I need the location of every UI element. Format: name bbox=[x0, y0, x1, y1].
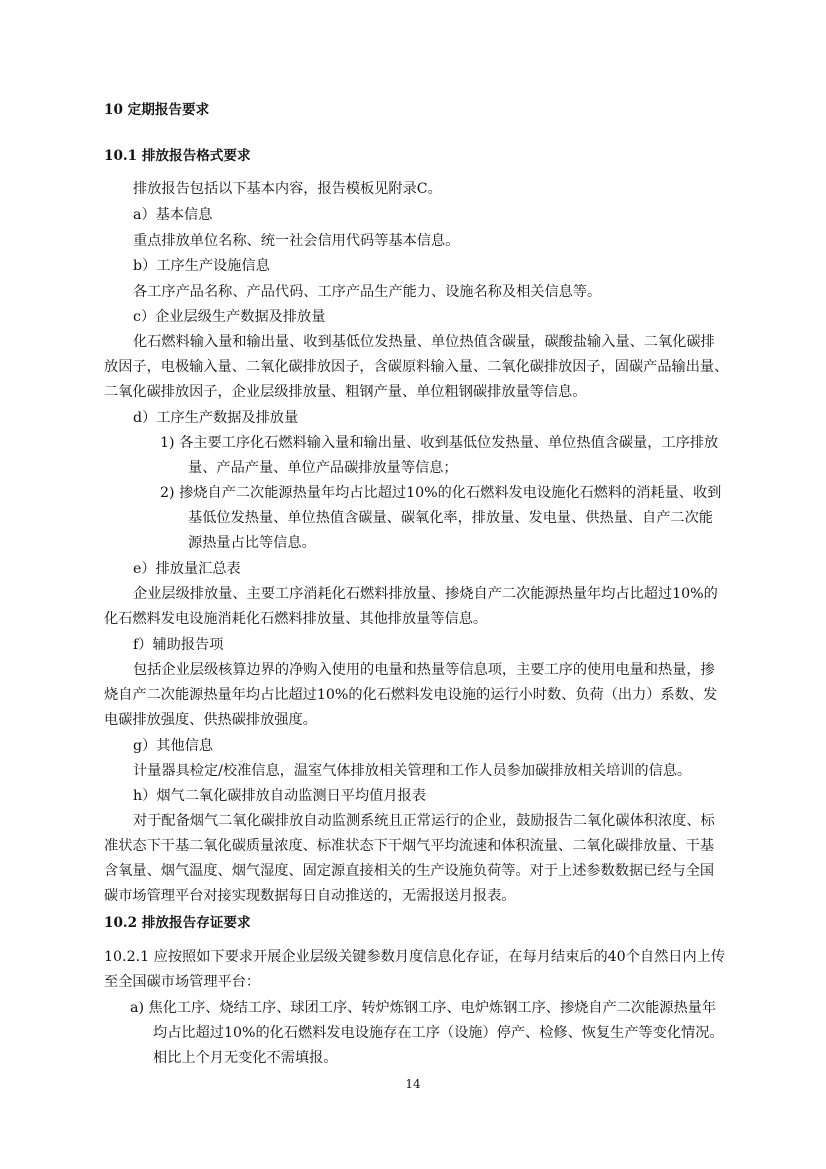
item-h-text-line: 准状态下干基二氧化碳质量浓度、标准状态下干烟气平均流速和体积流量、二氧化碳排放量、干基 bbox=[104, 838, 715, 854]
item-c-text-line: 化石燃料输入量和输出量、收到基低位发热量、单位热值含碳量，碳酸盐输入量、二氧化碳排 bbox=[133, 334, 715, 350]
item-b-label: b）工序生产设施信息 bbox=[133, 258, 270, 274]
item-f-text-line: 烧自产二次能源热量年均占比超过10%的化石燃料发电设施的运行小时数、负荷（出力）系数、发 bbox=[104, 687, 718, 703]
item-a-label: a）基本信息 bbox=[133, 207, 213, 223]
item-h-text-line: 碳市场管理平台对接实现数据每日自动推送的，无需报送月报表。 bbox=[104, 888, 516, 904]
item-d-sub1-line: 1) 各主要工序化石燃料输入量和输出量、收到基低位发热量、单位热值含碳量，工序排放 bbox=[160, 435, 719, 451]
clause-item-a-line: 均占比超过10%的化石燃料发电设施存在工序（设施）停产、检修、恢复生产等变化情况。 bbox=[153, 1025, 724, 1041]
item-f-label: f）辅助报告项 bbox=[133, 637, 224, 653]
item-c-text-line: 二氧化碳排放因子，企业层级排放量、粗钢产量、单位粗钢碳排放量等信息。 bbox=[104, 384, 587, 400]
clause-10-2-1-line: 至全国碳市场管理平台： bbox=[104, 974, 261, 990]
page-number: 14 bbox=[405, 1077, 421, 1091]
clause-10-2-1-line: 10.2.1 应按照如下要求开展企业层级关键参数月度信息化存证，在每月结束后的40个自然日内上传 bbox=[104, 949, 726, 965]
item-h-text-line: 对于配备烟气二氧化碳排放自动监测系统且正常运行的企业，鼓励报告二氧化碳体积浓度、标 bbox=[133, 813, 715, 829]
item-e-text-line: 化石燃料发电设施消耗化石燃料排放量、其他排放量等信息。 bbox=[104, 611, 488, 627]
item-g-label: g）其他信息 bbox=[133, 738, 214, 754]
item-h-label: h）烟气二氧化碳排放自动监测日平均值月报表 bbox=[133, 788, 426, 804]
clause-item-a-line: a) 焦化工序、烧结工序、球团工序、转炉炼钢工序、电炉炼钢工序、掺烧自产二次能源热量年 bbox=[130, 1000, 717, 1016]
item-c-text-line: 放因子，电极输入量、二氧化碳排放因子，含碳原料输入量、二氧化碳排放因子，固碳产品输出量、 bbox=[104, 359, 729, 375]
section-10-1-heading: 10.1 排放报告格式要求 bbox=[104, 148, 251, 164]
item-f-text-line: 电碳排放强度、供热碳排放强度。 bbox=[104, 712, 317, 728]
item-d-sub2-line: 2) 掺烧自产二次能源热量年均占比超过10%的化石燃料发电设施化石燃料的消耗量、收到 bbox=[160, 485, 722, 501]
item-c-label: c）企业层级生产数据及排放量 bbox=[133, 309, 326, 325]
item-h-text-line: 含氧量、烟气温度、烟气湿度、固定源直接相关的生产设施负荷等。对于上述参数数据已经与全国 bbox=[104, 863, 715, 879]
item-d-sub1-line: 量、产品产量、单位产品碳排放量等信息； bbox=[188, 460, 458, 476]
intro-paragraph: 排放报告包括以下基本内容，报告模板见附录C。 bbox=[133, 181, 442, 197]
item-a-text: 重点排放单位名称、统一社会信用代码等基本信息。 bbox=[133, 233, 460, 249]
item-f-text-line: 包括企业层级核算边界的净购入使用的电量和热量等信息项，主要工序的使用电量和热量，掺 bbox=[133, 662, 715, 678]
item-d-sub2-line: 源热量占比等信息。 bbox=[188, 535, 316, 551]
section-10-2-heading: 10.2 排放报告存证要求 bbox=[104, 915, 251, 931]
item-b-text: 各工序产品名称、产品代码、工序产品生产能力、设施名称及相关信息等。 bbox=[133, 284, 602, 300]
item-d-sub2-line: 基低位发热量、单位热值含碳量、碳氧化率，排放量、发电量、供热量、自产二次能 bbox=[188, 510, 713, 526]
section-10-heading: 10 定期报告要求 bbox=[104, 102, 210, 118]
item-e-label: e）排放量汇总表 bbox=[133, 561, 241, 577]
item-d-label: d）工序生产数据及排放量 bbox=[133, 410, 299, 426]
clause-item-a-line: 相比上个月无变化不需填报。 bbox=[153, 1050, 338, 1066]
item-e-text-line: 企业层级排放量、主要工序消耗化石燃料排放量、掺烧自产二次能源热量年均占比超过10%的 bbox=[133, 586, 718, 602]
item-g-text: 计量器具检定/校准信息，温室气体排放相关管理和工作人员参加碳排放相关培训的信息。 bbox=[133, 763, 692, 779]
